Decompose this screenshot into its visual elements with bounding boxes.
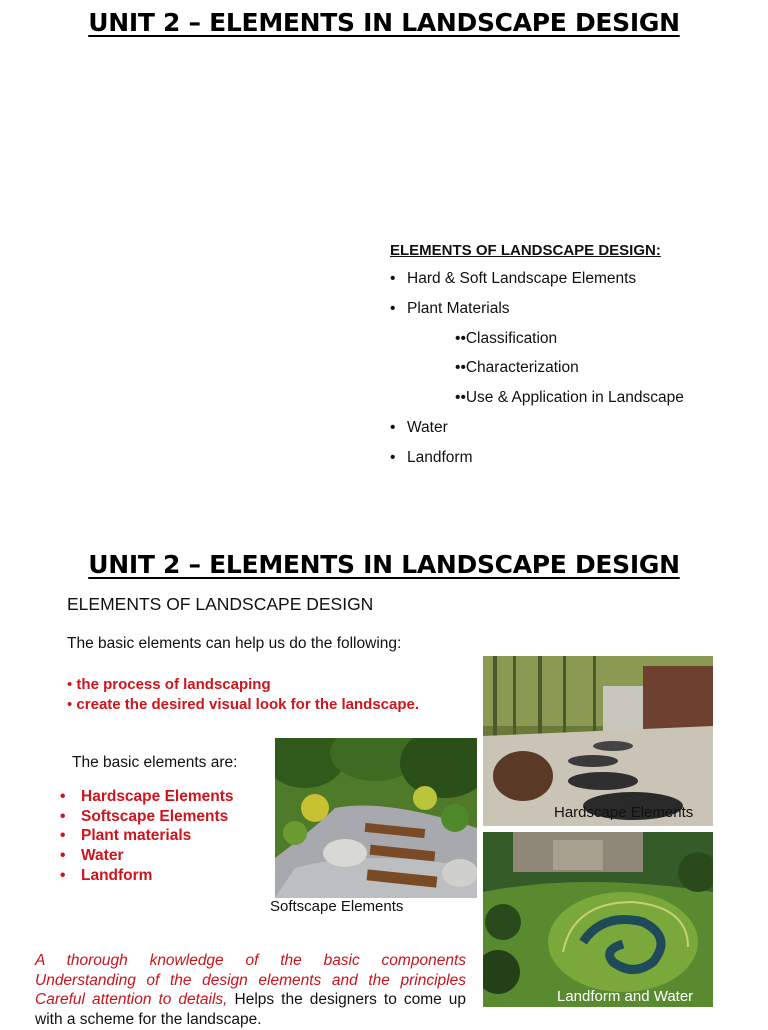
list-item: • Water xyxy=(60,846,234,866)
elements-list xyxy=(60,787,234,886)
list-item: • Landform xyxy=(60,866,234,886)
purpose-item: • the process of landscaping xyxy=(67,675,419,695)
landform-caption: Landform and Water xyxy=(557,988,694,1005)
list-sub-item: • •Characterization xyxy=(455,359,579,377)
list-item: • Plant materials xyxy=(60,826,234,846)
slide1-title: UNIT 2 – ELEMENTS IN LANDSCAPE DESIGN xyxy=(88,8,680,37)
list-sub-item: • •Use & Application in Landscape xyxy=(455,389,684,407)
intro-text: The basic elements can help us do the following: xyxy=(67,635,402,652)
list-item: • Softscape Elements xyxy=(60,807,234,827)
softscape-photo xyxy=(275,738,477,898)
softscape-caption: Softscape Elements xyxy=(270,898,404,915)
list-item: • Hardscape Elements xyxy=(60,787,234,807)
hardscape-caption: Hardscape Elements xyxy=(554,804,694,821)
hardscape-photo xyxy=(483,656,713,826)
purpose-list xyxy=(67,675,419,715)
list-sub-item: • •Classification xyxy=(455,330,557,348)
landform-photo xyxy=(483,832,713,1007)
basic-elements-label: The basic elements are: xyxy=(72,754,238,771)
purpose-item: • create the desired visual look for the landscape. xyxy=(67,695,419,715)
list-item: • Plant Materials xyxy=(390,300,510,318)
slide1-heading: ELEMENTS OF LANDSCAPE DESIGN: xyxy=(390,242,661,259)
list-item: • Water xyxy=(390,419,448,437)
list-item: • Hard & Soft Landscape Elements xyxy=(390,270,636,288)
summary-paragraph: A thorough knowledge of the basic components Understanding of the design elements and the principles Careful attention to details, Helps the designers to come up with a scheme for the landscape. xyxy=(35,952,466,1029)
slide2-title: UNIT 2 – ELEMENTS IN LANDSCAPE DESIGN xyxy=(88,550,680,579)
slide2-subheading: ELEMENTS OF LANDSCAPE DESIGN xyxy=(67,594,374,614)
list-item: • Landform xyxy=(390,449,472,467)
